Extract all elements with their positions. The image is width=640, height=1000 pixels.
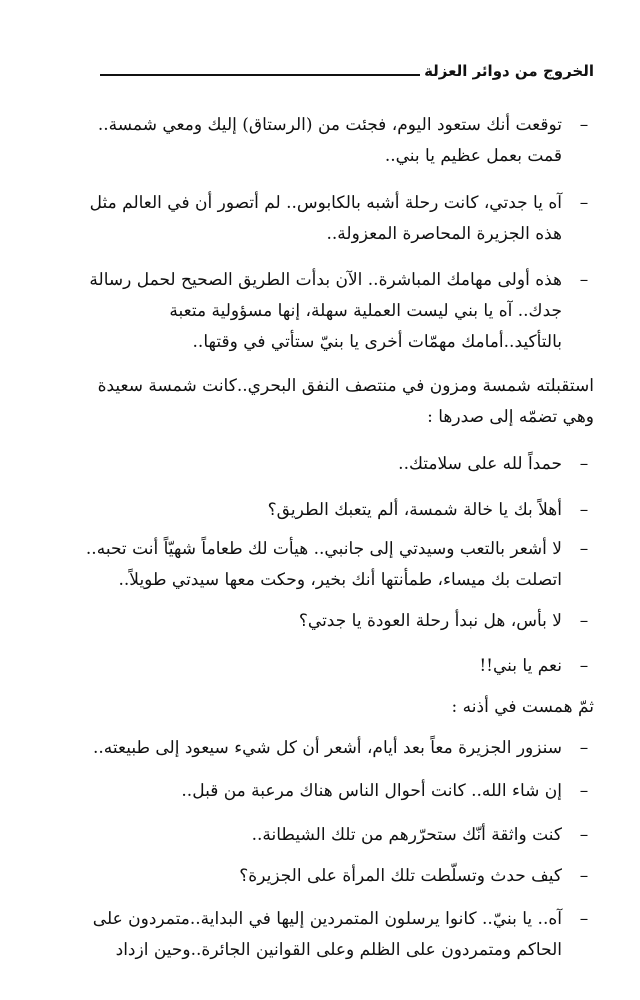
narration-paragraph bbox=[52, 692, 594, 723]
dialogue-dash: – bbox=[579, 115, 589, 135]
text-line: اتصلت بك ميساء، طمأنتها أنك بخير، وحكت معها سيدتي طويلاً.. bbox=[118, 570, 562, 590]
dialogue-dash: – bbox=[579, 500, 589, 520]
dialogue-paragraph bbox=[52, 776, 594, 807]
dialogue-paragraph bbox=[52, 110, 594, 172]
dialogue-dash: – bbox=[579, 611, 589, 631]
text-line: وهي تضمّه إلى صدرها : bbox=[427, 407, 594, 427]
text-line: ثمّ همست في أذنه : bbox=[451, 697, 594, 717]
running-header bbox=[100, 58, 594, 88]
text-line: نعم يا بني!! bbox=[479, 656, 562, 676]
text-line: حمداً لله على سلامتك.. bbox=[398, 454, 562, 474]
text-line: الحاكم ومتمردون على الظلم وعلى القوانين الجائرة..وحين ازداد bbox=[115, 940, 562, 960]
text-line: استقبلته شمسة ومزون في منتصف النفق البحري..كانت شمسة سعيدة bbox=[97, 376, 594, 396]
header-rule bbox=[100, 74, 420, 76]
dialogue-paragraph bbox=[52, 534, 594, 596]
dialogue-dash: – bbox=[579, 454, 589, 474]
dialogue-dash: – bbox=[579, 270, 589, 290]
narration-paragraph bbox=[52, 371, 594, 433]
text-line: كنت واثقة أنّك ستحرّرهم من تلك الشيطانة.. bbox=[251, 825, 562, 845]
dialogue-paragraph bbox=[52, 606, 594, 637]
dialogue-paragraph bbox=[52, 265, 594, 358]
dialogue-dash: – bbox=[579, 866, 589, 886]
dialogue-dash: – bbox=[579, 738, 589, 758]
dialogue-dash: – bbox=[579, 909, 589, 929]
text-line: بالتأكيد..أمامك مهمّات أخرى يا بنيّ ستأتي في وقتها.. bbox=[192, 332, 562, 352]
dialogue-dash: – bbox=[579, 825, 589, 845]
text-line: إن شاء الله.. كانت أحوال الناس هناك مرعبة من قبل.. bbox=[181, 781, 562, 801]
text-line: جدك.. آه يا بني ليست العملية سهلة، إنها مسؤولية متعبة bbox=[169, 301, 562, 321]
text-line: أهلاً بك يا خالة شمسة، ألم يتعبك الطريق؟ bbox=[267, 500, 562, 520]
dialogue-dash: – bbox=[579, 656, 589, 676]
text-line: توقعت أنك ستعود اليوم، فجئت من (الرستاق) إليك ومعي شمسة.. bbox=[97, 115, 562, 135]
dialogue-paragraph bbox=[52, 861, 594, 892]
dialogue-paragraph bbox=[52, 820, 594, 851]
dialogue-dash: – bbox=[579, 193, 589, 213]
dialogue-paragraph bbox=[52, 904, 594, 966]
text-line: لا أشعر بالتعب وسيدتي إلى جانبي.. هيأت لك طعاماً شهيّاً أنت تحبه.. bbox=[85, 539, 562, 559]
dialogue-dash: – bbox=[579, 539, 589, 559]
text-line: آه يا جدتي، كانت رحلة أشبه بالكابوس.. لم أتصور أن في العالم مثل bbox=[89, 193, 562, 213]
dialogue-paragraph bbox=[52, 449, 594, 480]
dialogue-dash: – bbox=[579, 781, 589, 801]
text-line: هذه الجزيرة المحاصرة المعزولة.. bbox=[326, 224, 562, 244]
dialogue-paragraph bbox=[52, 495, 594, 526]
text-line: سنزور الجزيرة معاً بعد أيام، أشعر أن كل شيء سيعود إلى طبيعته.. bbox=[92, 738, 562, 758]
text-line: كيف حدث وتسلّطت تلك المرأة على الجزيرة؟ bbox=[239, 866, 562, 886]
header-title: الخروج من دوائر العزلة bbox=[424, 62, 594, 80]
text-line: آه.. يا بنيّ.. كانوا يرسلون المتمردين إليها في البداية..متمردون على bbox=[92, 909, 562, 929]
text-line: هذه أولى مهامك المباشرة.. الآن بدأت الطريق الصحيح لحمل رسالة bbox=[89, 270, 562, 290]
dialogue-paragraph bbox=[52, 733, 594, 764]
text-line: لا بأس، هل نبدأ رحلة العودة يا جدتي؟ bbox=[298, 611, 562, 631]
text-line: قمت بعمل عظيم يا بني.. bbox=[384, 146, 562, 166]
dialogue-paragraph bbox=[52, 651, 594, 682]
dialogue-paragraph bbox=[52, 188, 594, 250]
